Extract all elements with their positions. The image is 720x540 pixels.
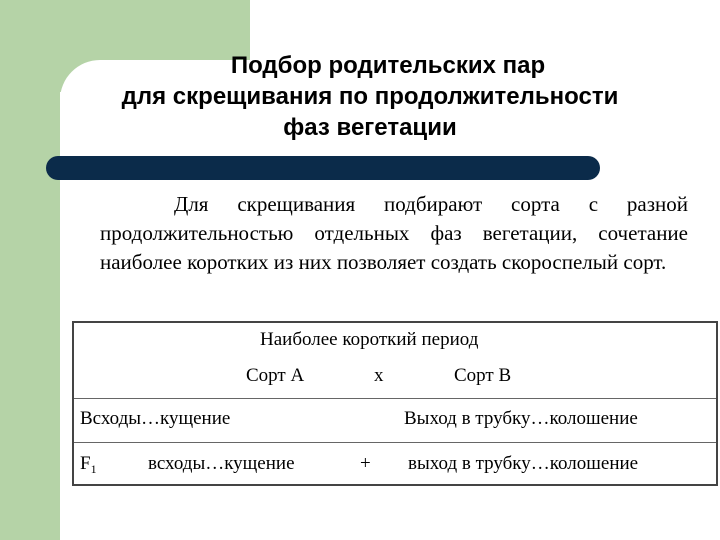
row1-right-phase: Выход в трубку…колошение (404, 408, 638, 429)
title-divider (46, 156, 600, 180)
row2-right-phase: выход в трубку…колошение (408, 453, 639, 474)
body-paragraph-text: Для скрещивания подбирают сорта с разной продолжительностью отдельных фаз вегетации, сочетание наиболее коротких из них позволяет создать скороспелый сорт. (100, 192, 688, 274)
left-accent-bar (0, 0, 60, 540)
title-line-3: фаз вегетации (283, 114, 457, 141)
row1-left-phase: Всходы…кущение (80, 408, 231, 429)
comparison-table (72, 321, 718, 486)
variety-b-label: Сорт В (454, 365, 512, 386)
variety-a-label: Сорт А (246, 365, 305, 386)
table-divider-1 (74, 398, 716, 399)
title-line-2: для скрещивания по продолжительности (121, 83, 619, 110)
title-line-1: Подбор родительских пар (230, 52, 546, 79)
slide-title (70, 50, 670, 143)
row2-left-phase: всходы…кущение (148, 453, 295, 474)
cross-sign: х (374, 365, 384, 386)
plus-sign: + (360, 453, 371, 474)
row2-generation-label: $F_1$ (80, 453, 97, 476)
table-divider-2 (74, 442, 716, 443)
body-paragraph (100, 190, 688, 277)
table-header: Наиболее короткий период (260, 329, 479, 350)
